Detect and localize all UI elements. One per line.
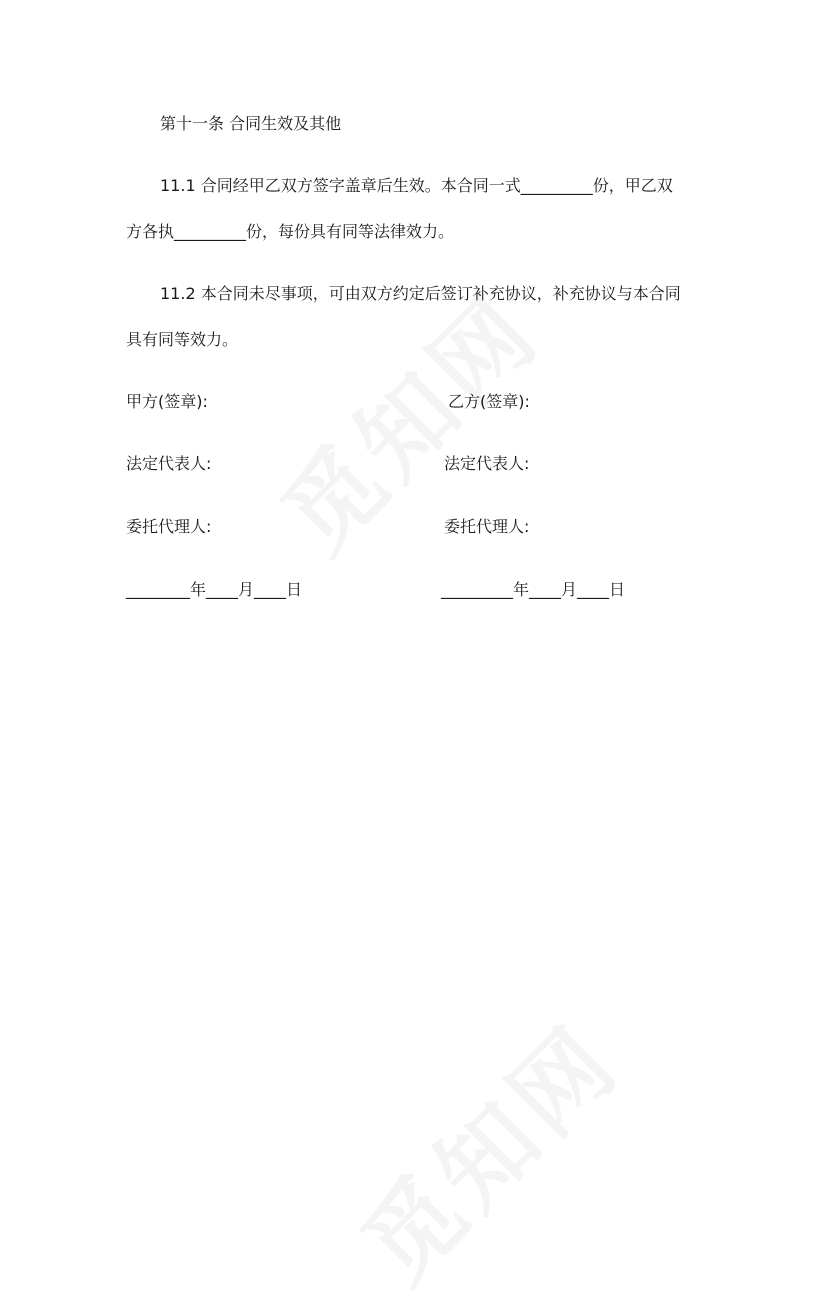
clause-11-2-line-1: 11.2 本合同未尽事项，可由双方约定后签订补充协议，补充协议与本合同 [160, 284, 681, 303]
clause-11-1-line-2: 方各执_________份，每份具有同等法律效力。 [126, 222, 455, 241]
party-b-date-line: _________年____月____日 [441, 580, 626, 599]
party-a-seal-label: 甲方(签章): [126, 392, 208, 411]
clause-11-2-line-2: 具有同等效力。 [126, 330, 239, 349]
party-a-agent-label: 委托代理人: [126, 517, 212, 536]
party-a-legal-rep-label: 法定代表人: [126, 454, 212, 473]
party-b-seal-label: 乙方(签章): [448, 392, 530, 411]
clause-11-1-line-1: 11.1 合同经甲乙双方签字盖章后生效。本合同一式_________份，甲乙双 [160, 176, 673, 195]
party-b-legal-rep-label: 法定代表人: [444, 454, 530, 473]
article-heading: 第十一条 合同生效及其他 [160, 114, 342, 133]
party-a-date-line: ________年____月____日 [126, 580, 303, 599]
party-b-agent-label: 委托代理人: [444, 517, 530, 536]
watermark-bottom [327, 990, 644, 1307]
